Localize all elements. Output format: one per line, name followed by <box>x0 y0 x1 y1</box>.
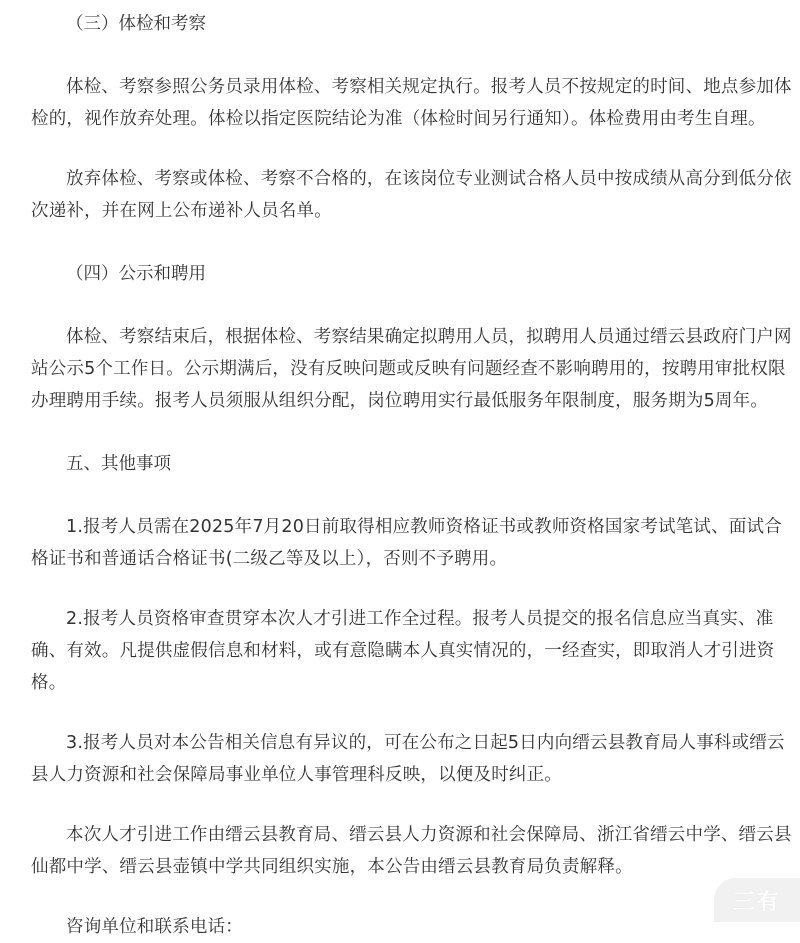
watermark-logo <box>714 878 800 922</box>
paragraph-exam-rules: 体检、考察参照公务员录用体检、考察相关规定执行。报考人员不按规定的时间、地点参加体检的，视作放弃处理。体检以指定医院结论为准（体检时间另行通知）。体检费用由考生自理。 <box>31 77 792 129</box>
contact-label: 咨询单位和联系电话： <box>66 917 243 937</box>
paragraph-exam-substitute: 放弃体检、考察或体检、考察不合格的，在该岗位专业测试合格人员中按成绩从高分到低分依次递补，并在网上公布递补人员名单。 <box>31 169 792 221</box>
paragraph-publicity-hiring: 体检、考察结束后，根据体检、考察结果确定拟聘用人员，拟聘用人员通过缙云县政府门户网站公示5个工作日。公示期满后，没有反映问题或反映有问题经查不影响聘用的，按聘用审批权限办理聘用手续。报考人员须服从组织分配，岗位聘用实行最低服务年限制度，服务期为5周年。 <box>31 327 792 411</box>
list-item-certificate: 1.报考人员需在2025年7月20日前取得相应教师资格证书或教师资格国家考试笔试、面试合格证书和普通话合格证书(二级乙等及以上），否则不予聘用。 <box>31 517 782 569</box>
section-heading-physical-exam: （三）体检和考察 <box>66 14 206 34</box>
paragraph-organizers: 本次人才引进工作由缙云县教育局、缙云县人力资源和社会保障局、浙江省缙云中学、缙云县仙都中学、缙云县壶镇中学共同组织实施，本公告由缙云县教育局负责解释。 <box>31 825 792 877</box>
section-heading-publicity: （四）公示和聘用 <box>66 264 206 284</box>
document-body <box>31 8 795 943</box>
list-item-objection: 3.报考人员对本公告相关信息有异议的，可在公布之日起5日内向缙云县教育局人事科或缙云县人力资源和社会保障局事业单位人事管理科反映，以便及时纠正。 <box>31 733 785 785</box>
section-heading-other-matters: 五、其他事项 <box>66 454 171 474</box>
watermark-text: 三有 <box>732 889 781 915</box>
list-item-qualification-review: 2.报考人员资格审查贯穿本次人才引进工作全过程。报考人员提交的报名信息应当真实、准确、有效。凡提供虚假信息和材料，或有意隐瞒本人真实情况的，一经查实，即取消人才引进资格。 <box>31 609 775 693</box>
